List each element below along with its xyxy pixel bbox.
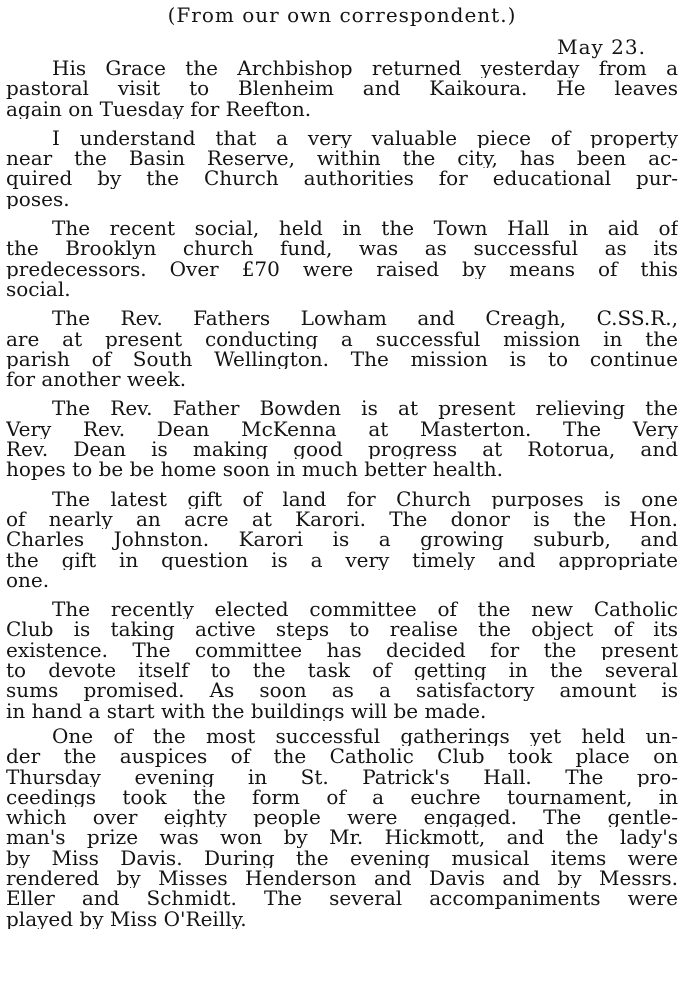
paragraph (6, 308, 678, 389)
dateline: May 23. (557, 35, 646, 59)
paragraph-line: of nearly an acre at Karori. The donor is the Hon. (6, 508, 678, 530)
paragraph-line: again on Tuesday for Reefton. (6, 98, 312, 119)
paragraph-line: for another week. (6, 369, 187, 390)
paragraph-line: which over eighty people were engaged. The gentle- (6, 807, 678, 828)
paragraph-line: The Rev. Fathers Lowham and Creagh, C.SS.R., (52, 308, 678, 329)
paragraph-line: The recent social, held in the Town Hall in aid of (52, 218, 678, 239)
paragraph (6, 599, 678, 721)
paragraph (6, 726, 678, 929)
byline: (From our own correspondent.) (167, 3, 517, 27)
paragraph-line: the gift in question is a very timely and appropriate (6, 549, 678, 570)
paragraph-line: played by Miss O'Reilly. (6, 908, 247, 929)
paragraph-line: the Brooklyn church fund, was as successful as its (6, 238, 678, 259)
paragraph-line: near the Basin Reserve, within the city, has been ac- (6, 148, 678, 169)
paragraph-line: Very Rev. Dean McKenna at Masterton. The Very (6, 418, 678, 440)
paragraph-line: by Miss Davis. During the evening musical items were (6, 847, 678, 868)
paragraph (6, 58, 678, 119)
paragraph-line: one. (6, 569, 50, 591)
paragraph-line: Thursday evening in St. Patrick's Hall. The pro- (6, 766, 678, 787)
paragraph (6, 398, 678, 479)
paragraph-line: are at present conducting a successful mission in the (6, 328, 678, 349)
paragraph-line: parish of South Wellington. The mission is to continue (6, 348, 678, 370)
paragraph-line: poses. (6, 188, 70, 210)
paragraph-line: to devote itself to the task of getting in the several (6, 660, 678, 681)
paragraph-line: hopes to be be home soon in much better health. (6, 459, 503, 480)
paragraph (6, 489, 678, 590)
paragraph-line: The recently elected committee of the new Catholic (52, 599, 678, 620)
paragraph-line: Club is taking active steps to realise the object of its (6, 619, 678, 640)
paragraph-line: pastoral visit to Blenheim and Kaikoura. He leaves (6, 78, 678, 99)
paragraph-line: Eller and Schmidt. The several accompaniments were (6, 888, 678, 909)
paragraph-line: man's prize was won by Mr. Hickmott, and the lady's (6, 827, 678, 848)
paragraph-line: predecessors. Over £70 were raised by means of this (6, 258, 678, 279)
paragraph-line: quired by the Church authorities for educational pur- (6, 168, 678, 189)
paragraph-line: existence. The committee has decided for the present (6, 639, 678, 661)
paragraph-line: der the auspices of the Catholic Club took place on (6, 746, 678, 767)
paragraph-line: ceedings took the form of a euchre tournament, in (6, 786, 678, 808)
paragraph-line: rendered by Misses Henderson and Davis and by Messrs. (6, 867, 678, 889)
paragraph-line: I understand that a very valuable piece of property (52, 127, 678, 149)
paragraph-line: Charles Johnston. Karori is a growing suburb, and (6, 529, 678, 550)
paragraph-line: in hand a start with the buildings will be made. (6, 700, 487, 721)
paragraph-line: sums promised. As soon as a satisfactory amount is (6, 680, 678, 701)
paragraph-line: Rev. Dean is making good progress at Rotorua, and (6, 439, 678, 460)
paragraph-line: One of the most successful gatherings yet held un- (52, 725, 678, 747)
paragraph (6, 218, 678, 299)
paragraph-line: social. (6, 278, 71, 300)
paragraph-line: The latest gift of land for Church purposes is one (52, 488, 678, 509)
paragraph-line: The Rev. Father Bowden is at present relieving the (52, 398, 678, 419)
paragraph (6, 128, 678, 209)
paragraph-line: His Grace the Archbishop returned yesterday from a (52, 58, 678, 79)
